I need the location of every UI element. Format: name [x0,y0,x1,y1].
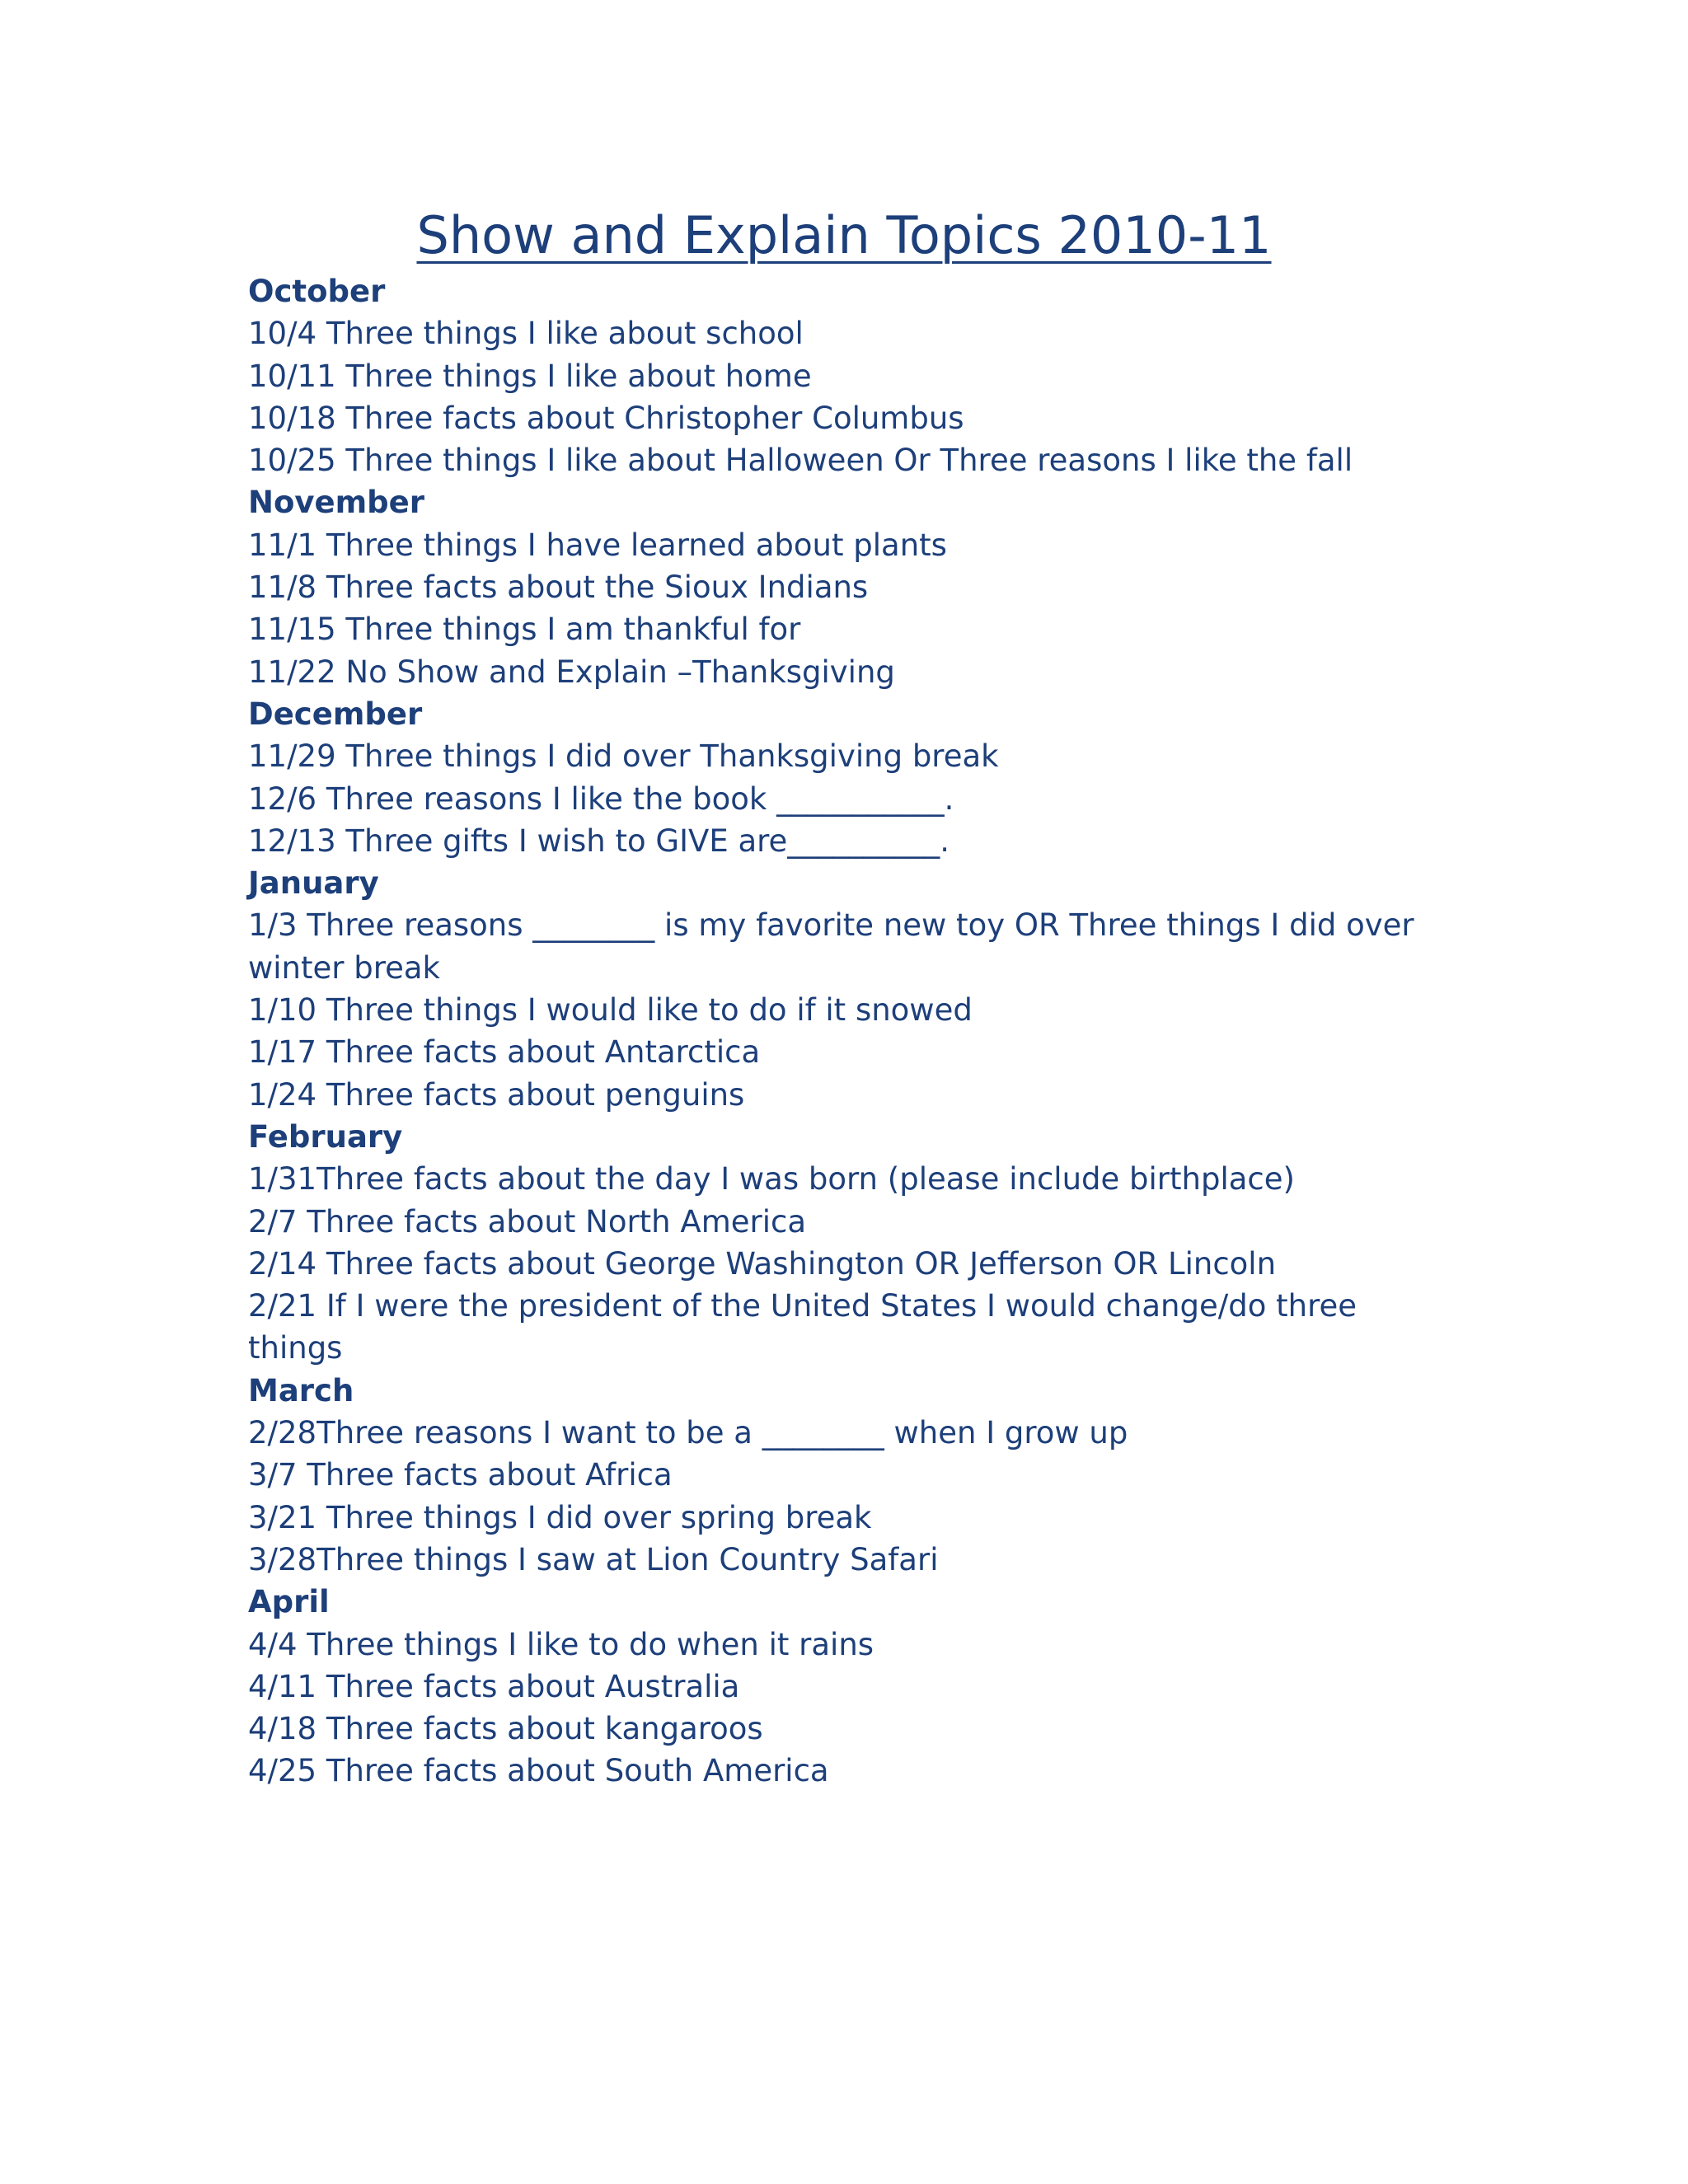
topic-item: 2/7 Three facts about North America [248,1203,807,1240]
topic-item: 3/21 Three things I did over spring break [248,1499,872,1535]
topic-item: 11/29 Three things I did over Thanksgiving break [248,738,999,775]
month-heading-december: December [248,696,423,732]
topic-item: 1/10 Three things I would like to do if it snowed [248,992,973,1029]
topic-item: 10/25 Three things I like about Halloween Or Three reasons I like the fall [248,443,1353,479]
topic-item: 10/4 Three things I like about school [248,316,804,352]
month-heading-october: October [248,274,386,309]
topic-item: 4/4 Three things I like to do when it rains [248,1626,874,1662]
topic-item: 2/21 If I were the president of the United States I would change/do three things [248,1288,1367,1366]
topic-item: 2/28Three reasons I want to be a ________ when I grow up [248,1415,1128,1451]
topic-item: 10/18 Three facts about Christopher Columbus [248,400,964,436]
month-heading-january: January [248,865,379,902]
topic-item: 2/14 Three facts about George Washington OR Jefferson OR Lincoln [248,1245,1277,1282]
topic-item: 11/1 Three things I have learned about plants [248,527,947,563]
month-heading-march: March [248,1372,354,1408]
topic-item: 11/8 Three facts about the Sioux Indians [248,569,869,606]
topic-item: 11/22 No Show and Explain –Thanksgiving [248,654,895,690]
topic-item: 11/15 Three things I am thankful for [248,612,801,648]
topic-item: 1/24 Three facts about penguins [248,1076,745,1113]
topic-item: 4/18 Three facts about kangaroos [248,1711,763,1747]
month-heading-february: February [248,1118,403,1155]
topic-item: 10/11 Three things I like about home [248,358,812,394]
document-title-text: Show and Explain Topics 2010-11 [416,205,1272,265]
topic-item: 12/6 Three reasons I like the book ___________. [248,780,954,817]
topic-item: 3/28Three things I saw at Lion Country Safari [248,1541,939,1577]
topic-item: 4/11 Three facts about Australia [248,1668,740,1704]
topic-item: 3/7 Three facts about Africa [248,1457,673,1493]
topic-item: 1/3 Three reasons ________ is my favorite new toy OR Three things I did over winter break [248,907,1424,986]
topic-item: 1/31Three facts about the day I was born (please include birthplace) [248,1161,1295,1197]
month-heading-november: November [248,485,424,521]
month-heading-april: April [248,1584,330,1620]
topic-item: 12/13 Three gifts I wish to GIVE are__________. [248,823,950,859]
topic-item: 4/25 Three facts about South America [248,1753,829,1789]
document-title [0,203,1688,269]
topics-list [248,270,1484,1793]
topic-item: 1/17 Three facts about Antarctica [248,1034,761,1071]
